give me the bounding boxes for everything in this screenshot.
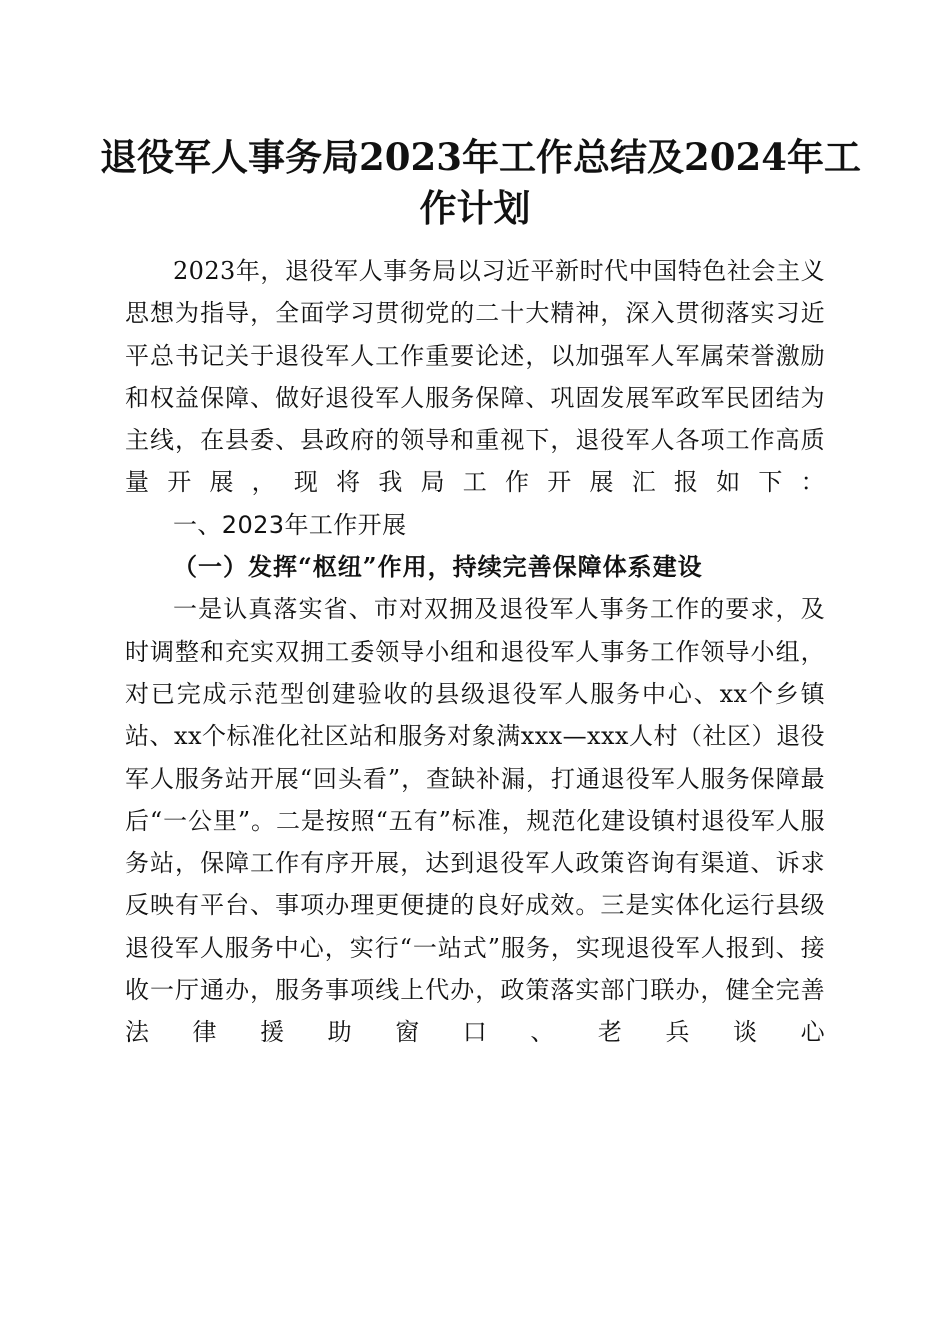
document-body [125,250,825,1054]
section-heading: 一、2023年工作开展 [173,510,407,539]
intro-paragraph: 2023年，退役军人事务局以习近平新时代中国特色社会主义思想为指导，全面学习贯彻党的二十大精神，深入贯彻落实习近平总书记关于退役军人工作重要论述，以加强军人军属荣誉激励和权益保障、做好退役军人服务保障、巩固发展军政军民团结为主线，在县委、县政府的领导和重视下，退役军人各项工作高质量开展，现将我局工作开展汇报如下： [125,257,825,497]
document-title-line-1: 退役军人事务局2023年工作总结及2024年工 [100,135,861,179]
subsection-heading: （一）发挥“枢纽”作用，持续完善保障体系建设 [173,552,703,582]
subsection-paragraph: 一是认真落实省、市对双拥及退役军人事务工作的要求，及时调整和充实双拥工委领导小组和退役军人事务工作领导小组，对已完成示范型创建验收的县级退役军人服务中心、xx个乡镇站、xx个标准化社区站和服务对象满xxx—xxx人村（社区）退役军人服务站开展“回头看”，查缺补漏，打通退役军人服务保障最后“一公里”。二是按照“五有”标准，规范化建设镇村退役军人服务站，保障工作有序开展，达到退役军人政策咨询有渠道、诉求反映有平台、事项办理更便捷的良好成效。三是实体化运行县级退役军人服务中心，实行“一站式”服务，实现退役军人报到、接收一厅通办，服务事项线上代办，政策落实部门联办，健全完善法律援助窗口、老兵谈心 [125,595,825,1047]
document-title-line-2: 作计划 [419,186,531,230]
document-title [100,132,861,234]
